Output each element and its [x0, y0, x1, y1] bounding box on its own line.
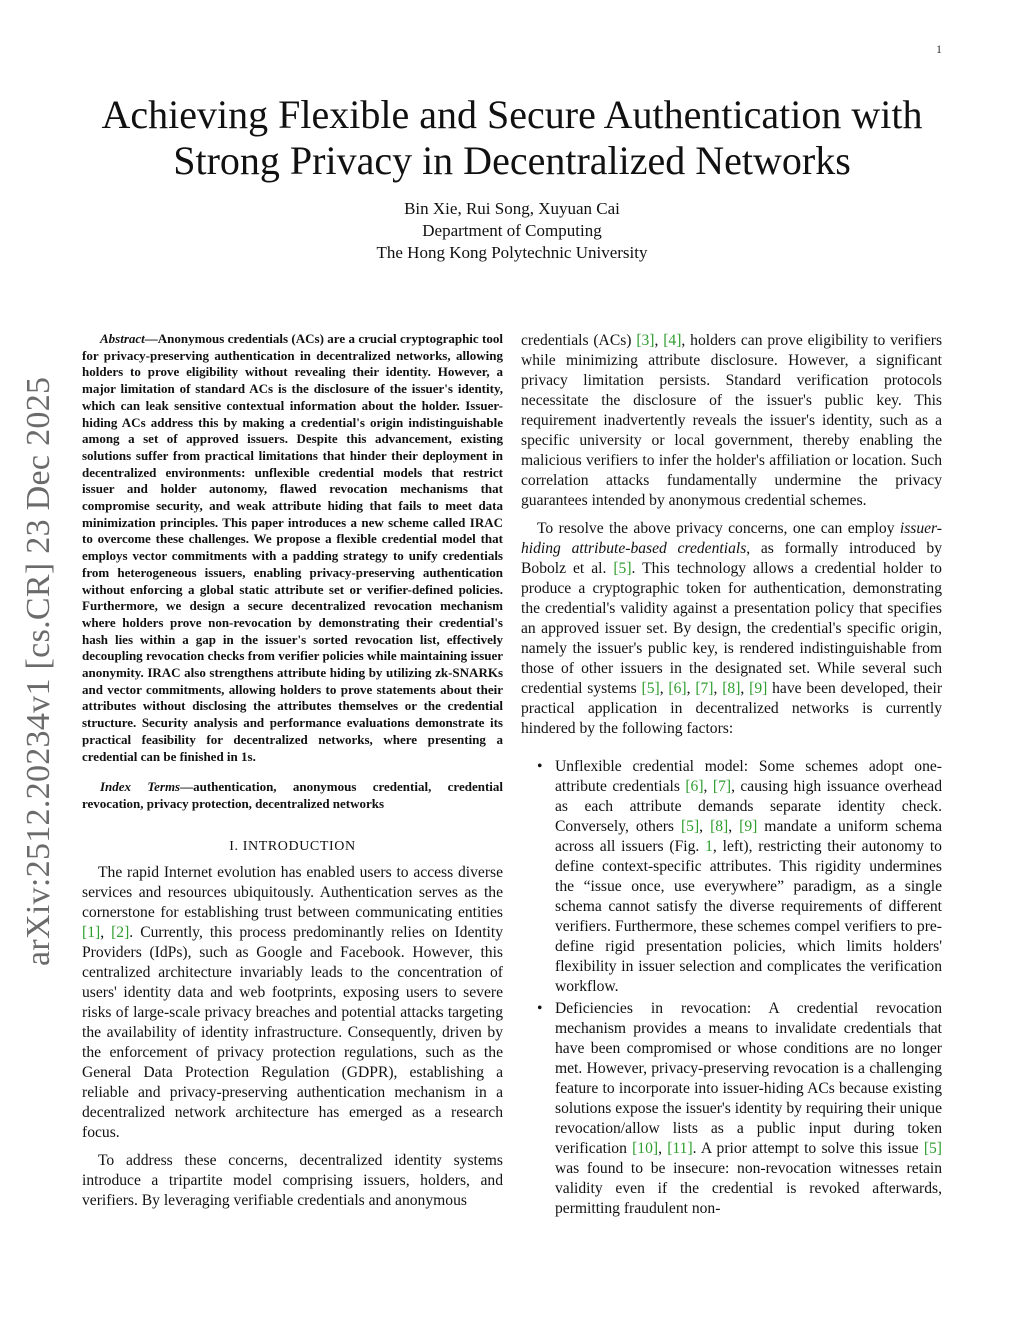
author-block: [212, 198, 812, 264]
citation-9[interactable]: [9]: [749, 680, 768, 697]
citation-9[interactable]: [9]: [739, 818, 758, 835]
arxiv-identifier: arXiv:2512.20234v1 [cs.CR] 23 Dec 2025: [20, 376, 57, 966]
right-paragraph-1: [521, 331, 942, 511]
page-number: 1: [936, 42, 942, 56]
right-p1-text-b: , holders can prove eligibility to verifiers while minimizing attribute disclosure. However, a significant privacy limitation persists. Standard verification protocols necessitate the disclosure of the issuer's public key. This requirement inadvertently reveals the issuer's identity, such as a specific university or local government, thereby enabling the malicious verifiers to infer the holder's affiliation or location. Such correlation attacks fundamentally undermine the privacy guarantees intended by anonymous credential schemes.: [521, 332, 943, 509]
author-university: The Hong Kong Polytechnic University: [376, 243, 648, 262]
citation-8[interactable]: [8]: [722, 680, 741, 697]
b2-text-b: . A prior attempt to solve this issue: [692, 1140, 924, 1157]
sep: ,: [658, 1140, 668, 1157]
citation-1[interactable]: [1]: [82, 923, 101, 941]
citation-5[interactable]: [5]: [613, 560, 632, 577]
sep: ,: [703, 778, 713, 795]
list-item: [521, 999, 942, 1219]
intro-p1-text-a: The rapid Internet evolution has enabled users to access diverse services and resources ubiquitously. Authentication serves as the cornerstone for establishing trust between communicating entities: [82, 863, 503, 921]
citation-10[interactable]: [10]: [632, 1140, 659, 1157]
abstract: [82, 331, 503, 765]
intro-paragraph-2: To address these concerns, decentralized identity systems introduce a tripartite model comprising issuers, holders, and verifiers. By leveraging verifiable credentials and anonymous: [82, 1151, 503, 1209]
author-department: Department of Computing: [422, 221, 602, 240]
b2-text-a: Deficiencies in revocation: A credential revocation mechanism provides a means to invalidate credentials that have been compromised or whose conditions are no longer met. However, privacy-preserving revocation is a challenging feature to incorporate into issuer-hiding ACs because existing solutions expose the issuer's identity by requiring their unique revocation/allow lists as a public input during token verification: [555, 1000, 942, 1157]
b1-text-b: , causing high issuance overhead as each attribute demands separate identity check. Conversely, others: [555, 778, 942, 835]
sep: ,: [654, 332, 664, 349]
author-names: Bin Xie, Rui Song, Xuyuan Cai: [404, 199, 620, 218]
sep: ,: [699, 818, 711, 835]
citation-5[interactable]: [5]: [641, 680, 660, 697]
citation-6[interactable]: [6]: [668, 680, 687, 697]
list-item: [521, 757, 942, 997]
right-p1-text-a: credentials (ACs): [521, 332, 637, 349]
index-terms-lead: Index Terms: [100, 779, 181, 795]
sep: ,: [686, 680, 696, 697]
intro-p1-text-b: . Currently, this process predominantly relies on Identity Providers (IdPs), such as Google and Facebook. However, this centralized architecture invariably leads to the concentration of users' identity data and web footprints, exposing users to severe risks of large-scale privacy breaches and potential attacks targeting the availability of identity infrastructure. Consequently, driven by the enforcement of privacy protection regulations, such as the General Data Protection Regulation (GDPR), establishing a reliable and privacy-preserving authentication mechanism in a decentralized network architecture has emerged as a research focus.: [82, 923, 503, 1141]
sep: ,: [713, 680, 723, 697]
right-p2-text-d: have been developed, their practical application in decentralized networks is currently hindered by the following factors:: [521, 680, 943, 737]
right-p2-emphasis: issuer-hiding attribute-based credentials: [521, 520, 942, 557]
index-terms: [82, 779, 503, 812]
citation-8[interactable]: [8]: [710, 818, 729, 835]
sep: ,: [728, 818, 740, 835]
citation-7[interactable]: [7]: [712, 778, 732, 795]
citation-3[interactable]: [3]: [636, 332, 655, 349]
right-p2-text-c: . This technology allows a credential holder to produce a cryptographic token for authentication, demonstrating the credential's validity against a presentation policy that specifies an approved issuer set. By design, the credential's specific origin, namely the issuer's public key, is rendered indistinguishable from those of other issuers in the designated set. While several such credential systems: [521, 560, 942, 697]
citation-2[interactable]: [2]: [111, 923, 130, 941]
factor-list: [521, 757, 942, 1219]
b1-text-c: mandate a uniform schema across all issuers (Fig.: [555, 818, 942, 855]
sep: ,: [659, 680, 669, 697]
right-paragraph-2: [521, 519, 942, 739]
citation-6[interactable]: [6]: [685, 778, 704, 795]
b1-text-d: , left), restricting their autonomy to define context-specific attributes. This rigidity undermines the “issue once, use everywhere” paradigm, as a single schema cannot satisfy the diverse requirements of different verifiers. Furthermore, these schemes compel verifiers to pre-define rigid presentation policies, which limits holders' flexibility in issuer selection and complicates the verification workflow.: [555, 838, 942, 995]
title-line-1: Achieving Flexible and Secure Authentication with: [101, 92, 923, 137]
sep: ,: [740, 680, 750, 697]
index-terms-body: —authentication, anonymous credential, credential revocation, privacy protection, decentralized networks: [82, 779, 504, 811]
sep: ,: [100, 923, 112, 941]
citation-7[interactable]: [7]: [695, 680, 714, 697]
abstract-body: —Anonymous credentials (ACs) are a crucial cryptographic tool for privacy-preserving authentication in decentralized networks, allowing holders to prove eligibility without revealing their identity. However, a major limitation of standard ACs is the disclosure of the issuer's identity, which can leak sensitive contextual information about the holder. Issuer-hiding ACs address this by making a credential's origin indistinguishable among a set of approved issuers. Despite this advancement, existing solutions suffer from practical limitations that hinder their deployment in decentralized environments: unflexible credential models that restrict issuer and holder autonomy, flawed revocation mechanisms that compromise security, and weak attribute hiding that fails to meet data minimization principles. This paper introduces a new scheme called IRAC to overcome these challenges. We propose a flexible credential model that employs vector commitments with a padding strategy to unify credentials from heterogeneous issuers, enabling privacy-preserving authentication without enforcing a global static attribute set or verifier-defined policies. Furthermore, we design a secure decentralized revocation mechanism where holders prove non-revocation by demonstrating their credential's hash lies within a gap in the issuer's sorted revocation list, effectively decoupling revocation checks from verifier policies while maintaining issuer anonymity. IRAC also strengthens attribute hiding by utilizing zk-SNARKs and vector commitments, allowing holders to prove statements about their attributes without disclosing the attributes themselves or the credential structure. Security analysis and performance evaluations demonstrate its practical feasibility for decentralized networks, where presenting a credential can be finished in 1s.: [82, 331, 503, 764]
right-p2-text-a: To resolve the above privacy concerns, one can employ: [537, 520, 900, 537]
left-column: [82, 331, 503, 1219]
figure-reference-1[interactable]: 1: [705, 838, 713, 855]
paper-title: [60, 92, 964, 184]
bullet-icon: •: [537, 758, 543, 775]
abstract-lead: Abstract: [100, 331, 145, 346]
citation-5[interactable]: [5]: [680, 818, 700, 835]
intro-paragraph-1: [82, 863, 503, 1143]
bullet-icon: •: [537, 1000, 543, 1017]
right-column: [521, 331, 942, 1221]
citation-5[interactable]: [5]: [923, 1140, 942, 1157]
citation-4[interactable]: [4]: [663, 332, 682, 349]
b1-text-a: Unflexible credential model: Some schemes adopt one-attribute credentials: [555, 758, 942, 795]
citation-11[interactable]: [11]: [667, 1140, 693, 1157]
section-heading-introduction: I. INTRODUCTION: [229, 838, 356, 854]
right-p2-text-b: , as formally introduced by Bobolz et al.: [521, 540, 942, 577]
b2-text-c: was found to be insecure: non-revocation witnesses retain validity even if the credential is revoked afterwards, permitting fraudulent non-: [555, 1160, 942, 1217]
title-line-2: Strong Privacy in Decentralized Networks: [173, 138, 851, 183]
